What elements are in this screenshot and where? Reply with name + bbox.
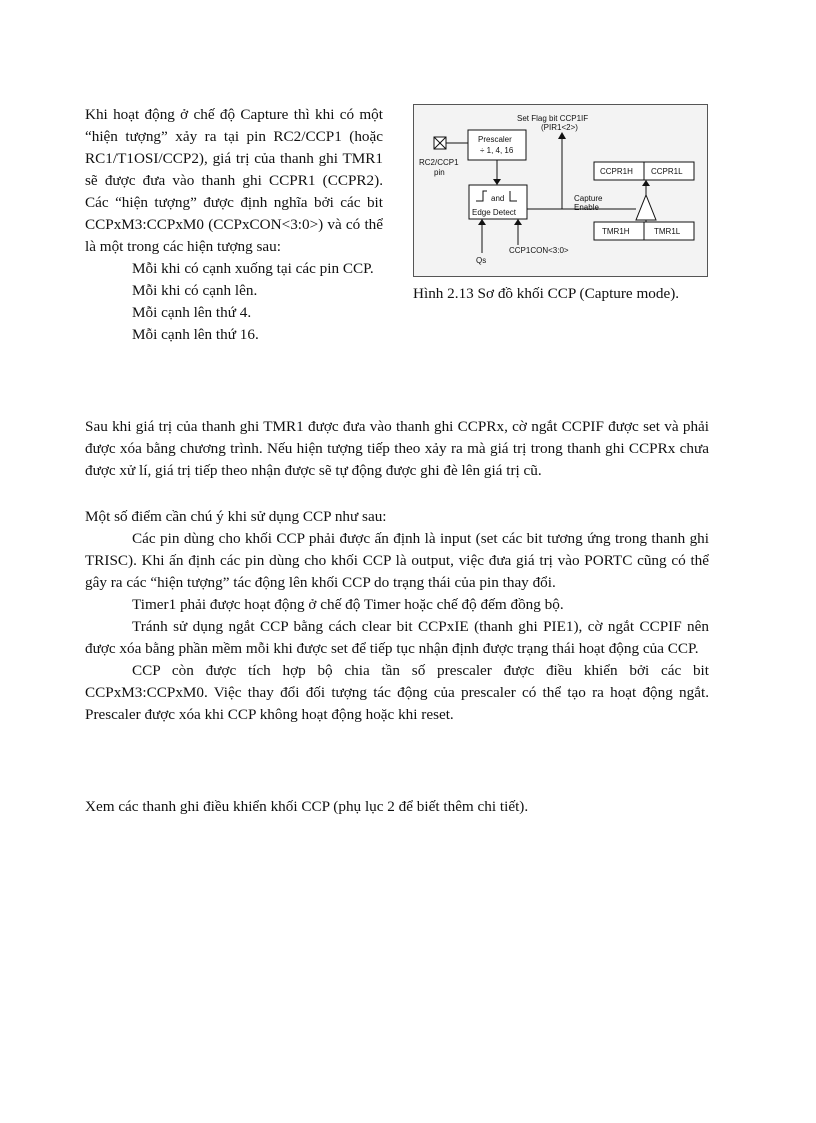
prescaler-values-label: ÷ 1, 4, 16 xyxy=(480,146,514,155)
event-item-16th-rising: Mỗi cạnh lên thứ 16. xyxy=(132,326,259,343)
note-item-timer1-mode: Timer1 phải được hoạt động ở chế độ Timer hoặc chế độ đếm đồng bộ. xyxy=(132,596,564,613)
ccp-capture-block-diagram xyxy=(413,104,708,277)
ccp1con-arrow-icon xyxy=(514,219,522,225)
note-item-interrupt-clear: Tránh sử dụng ngắt CCP bằng cách clear bit CCPxIE (thanh ghi PIE1), cờ ngắt CCPIF nên được xóa bằng phần mềm mỗi khi được set để tiếp tục nhận định được trạng thái hoạt động của CCP. xyxy=(85,618,709,657)
capture-flag-paragraph: Sau khi giá trị của thanh ghi TMR1 được đưa vào thanh ghi CCPRx, cờ ngắt CCPIF được set và phải được xóa bằng chương trình. Nếu hiện tượng tiếp theo xảy ra mà giá trị trong thanh ghi CCPRx chưa được xử lí, giá trị tiếp theo nhận được sẽ tự động được ghi đè lên giá trị cũ. xyxy=(85,418,709,479)
buffer-triangle xyxy=(636,195,656,220)
pin-name-label: RC2/CCP1 xyxy=(419,158,459,167)
pir-label: (PIR1<2>) xyxy=(541,123,578,132)
enable-label: Enable xyxy=(574,203,599,212)
footer-section xyxy=(85,796,709,818)
prescaler-arrow-icon xyxy=(493,179,501,185)
ccpr1h-label: CCPR1H xyxy=(600,167,633,176)
note-item-input-pins: Các pin dùng cho khối CCP phải được ấn định là input (set các bit tương ứng trong thanh ghi TRISC). Khi ấn định các pin dùng cho khối CCP là output, việc đưa giá trị vào PORTC cũng có thể gây ra các “hiện tượng” tác động lên khối CCP do trạng thái của pin thay đổi. xyxy=(85,530,709,591)
event-item-rising-edge: Mỗi khi có cạnh lên. xyxy=(132,282,258,299)
buffer-arrow-icon xyxy=(642,180,650,186)
qs-arrow-icon xyxy=(478,219,486,225)
pin-word-label: pin xyxy=(434,168,445,177)
left-column xyxy=(85,104,383,346)
and-label: and xyxy=(491,194,505,203)
notes-heading: Một số điểm cần chú ý khi sử dụng CCP như sau: xyxy=(85,508,387,525)
footer-line: Xem các thanh ghi điều khiển khối CCP (phụ lục 2 để biết thêm chi tiết). xyxy=(85,798,529,815)
note-item-prescaler: CCP còn được tích hợp bộ chia tần số prescaler được điều khiển bởi các bit CCPxM3:CCPxM0. Việc thay đổi đối tượng tác động của prescaler có thể tạo ra hoạt động ngắt. Prescaler được xóa khi CCP không hoạt động hoặc khi reset. xyxy=(85,662,709,723)
capture-label: Capture xyxy=(574,194,603,203)
prescaler-label: Prescaler xyxy=(478,135,512,144)
qs-label: Qs xyxy=(476,256,487,265)
ccpr1l-label: CCPR1L xyxy=(651,167,683,176)
set-flag-label: Set Flag bit CCP1IF xyxy=(517,114,589,123)
tmr1h-label: TMR1H xyxy=(602,227,630,236)
ccp1con-label: CCP1CON<3:0> xyxy=(509,246,569,255)
notes-section xyxy=(85,506,709,726)
event-item-4th-rising: Mỗi cạnh lên thứ 4. xyxy=(132,304,252,321)
event-item-falling-edge: Mỗi khi có cạnh xuống tại các pin CCP. xyxy=(132,260,374,277)
figure-caption: Hình 2.13 Sơ đồ khối CCP (Capture mode). xyxy=(413,285,680,302)
paragraph-after-capture xyxy=(85,416,709,482)
tmr1l-label: TMR1L xyxy=(654,227,681,236)
edge-detect-label: Edge Detect xyxy=(472,208,517,217)
flag-arrow-icon xyxy=(558,132,566,139)
capture-intro-paragraph: Khi hoạt động ở chế độ Capture thì khi có một “hiện tượng” xảy ra tại pin RC2/CCP1 (hoặc RC1/T1OSI/CCP2), giá trị của thanh ghi TMR1 sẽ được đưa vào thanh ghi CCPR1 (CCPR2). Các “hiện tượng” được định nghĩa bởi các bit CCPxM3:CCPxM0 (CCPxCON<3:0>) và có thể là một trong các hiện tượng sau: xyxy=(85,106,383,255)
